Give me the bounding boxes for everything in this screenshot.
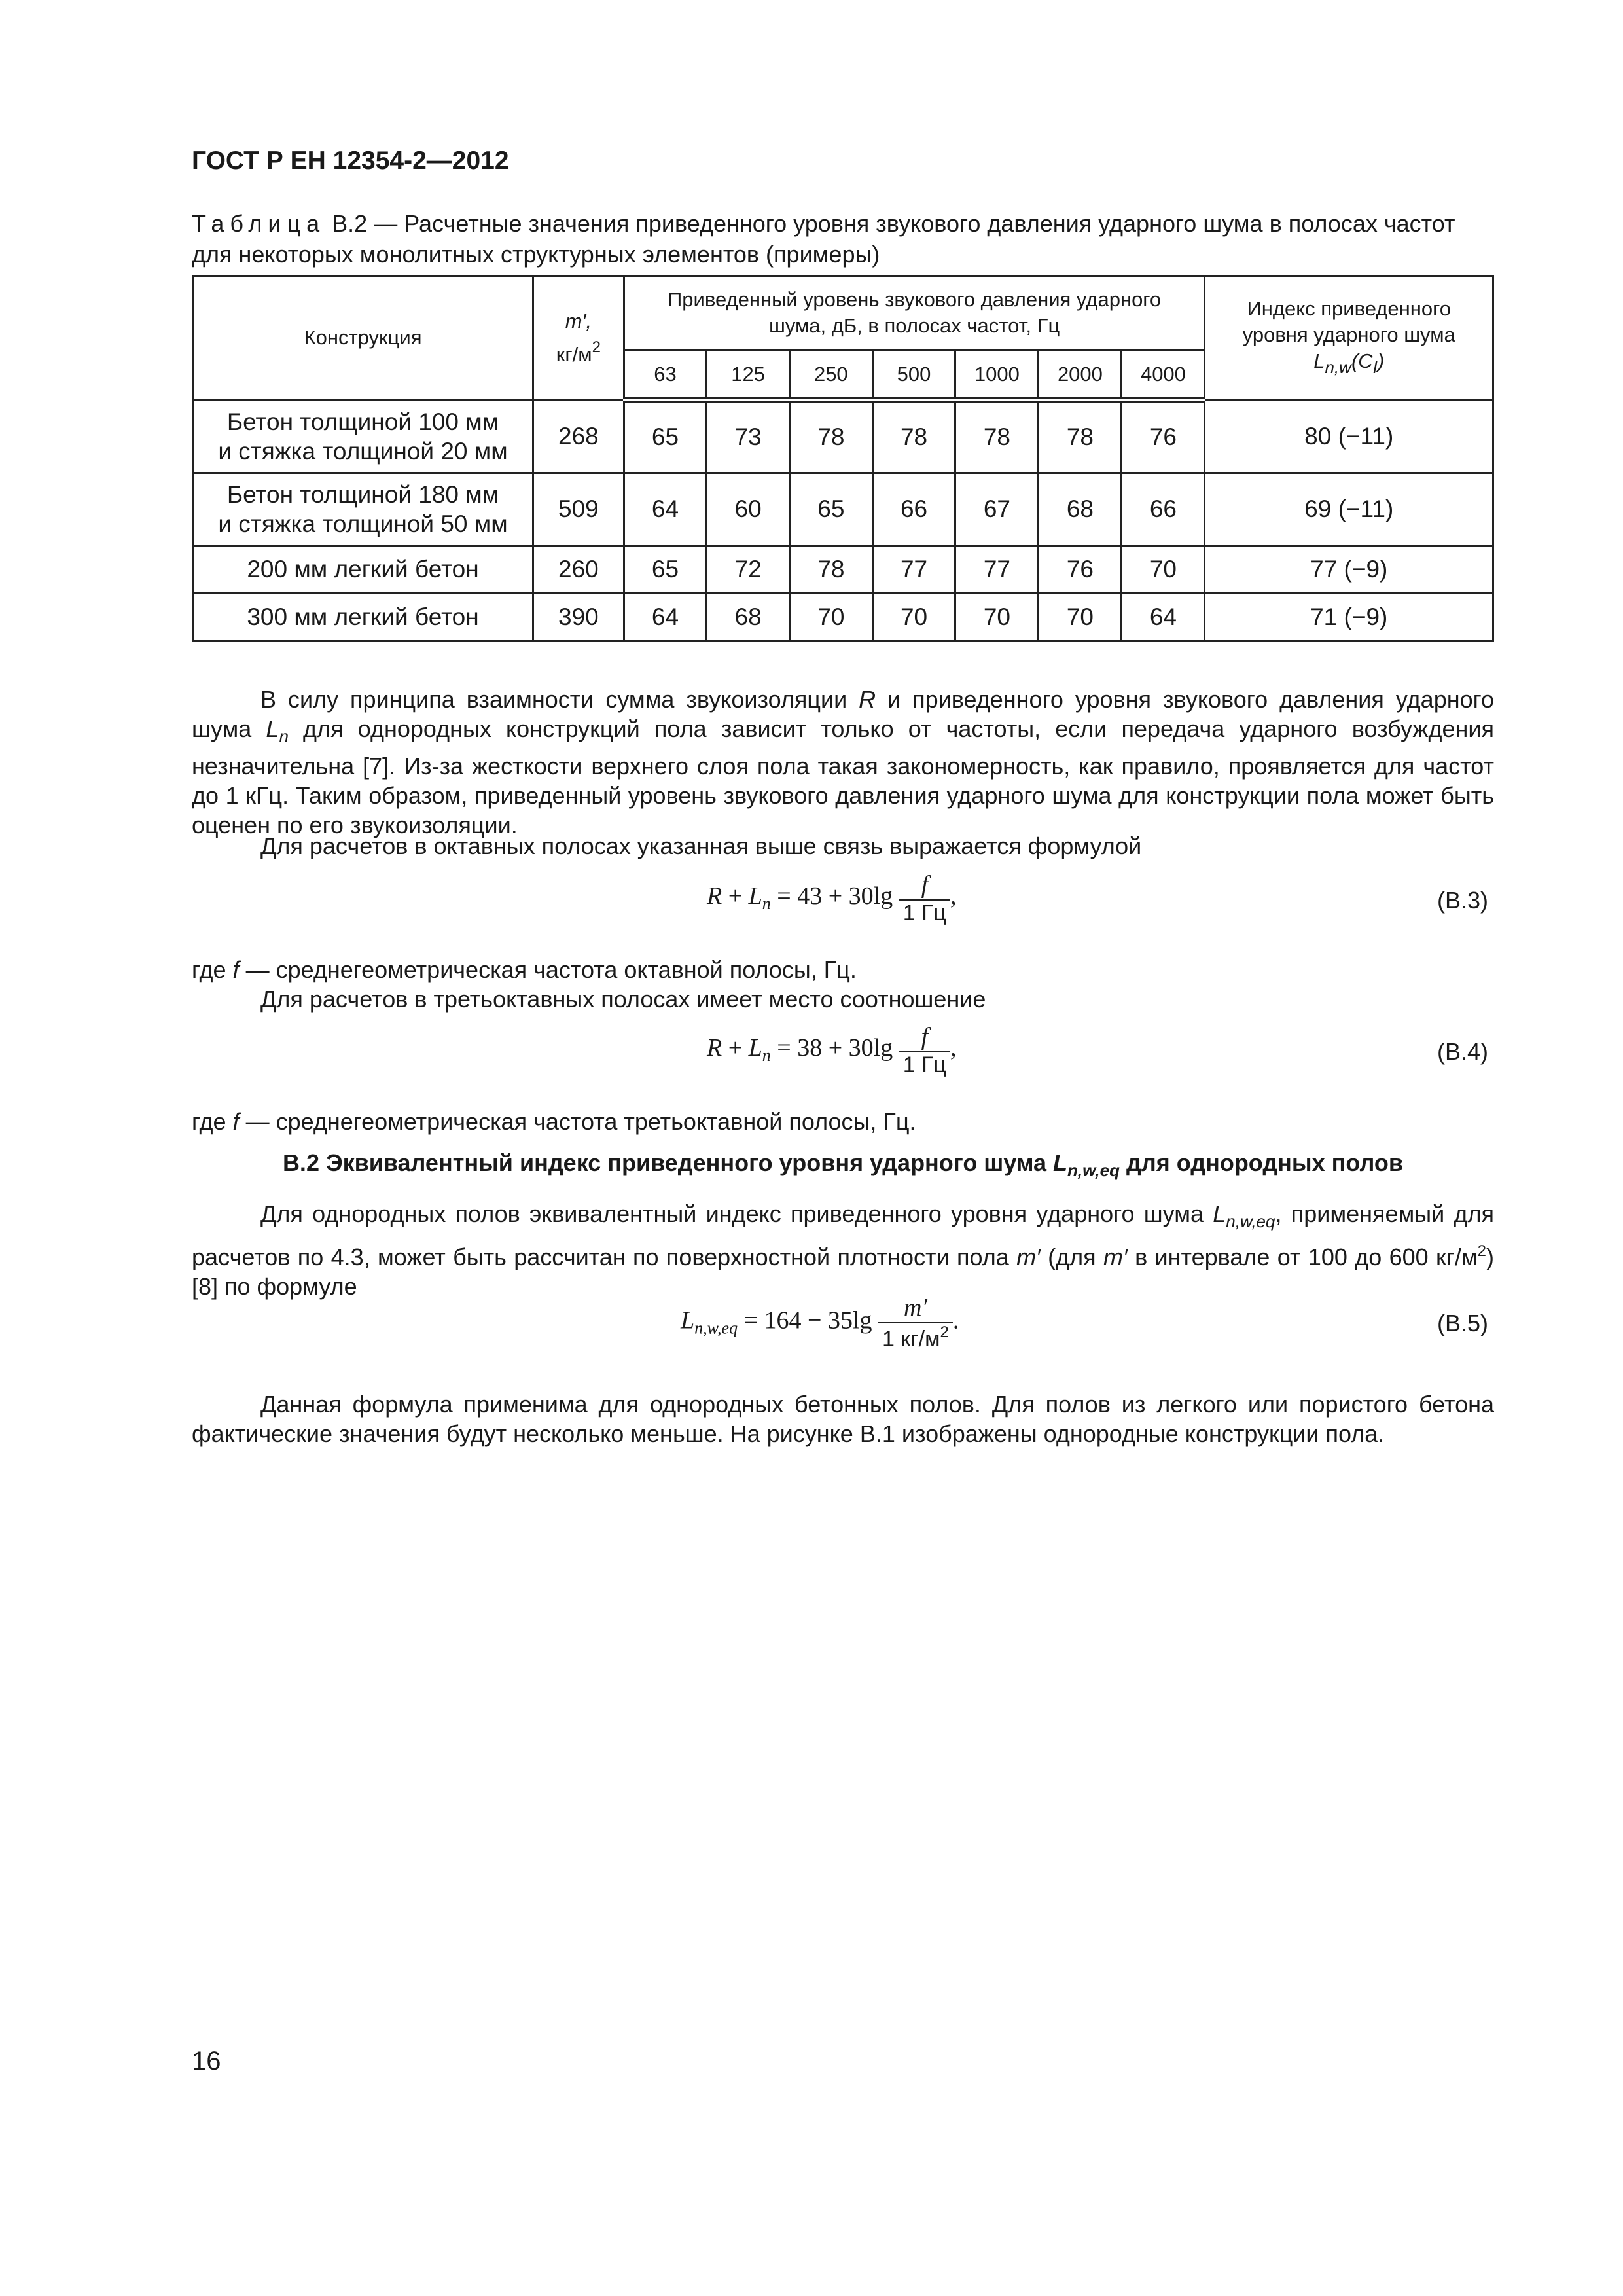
header-mass bbox=[533, 276, 624, 401]
impact-noise-table bbox=[192, 275, 1494, 642]
value-cell: 65 bbox=[624, 545, 707, 593]
index-cell: 77 (−9) bbox=[1205, 545, 1493, 593]
formula-b3: $R + L_n = 43 + 30\lg$ $\frac{f}{1 Гц}$ , bbox=[707, 871, 957, 925]
value-cell: 68 bbox=[707, 593, 790, 641]
formula-b4: $R + L_n = 38 + 30\lg$ $\frac{f}{1 Гц}$ , bbox=[707, 1023, 957, 1077]
construction-cell: 200 мм легкий бетон bbox=[193, 545, 533, 593]
formula-b5-fraction: $\frac{m'}{1 кг/м^2}$ bbox=[878, 1293, 953, 1352]
freq-header: 2000 bbox=[1039, 350, 1122, 401]
value-cell: 78 bbox=[1039, 400, 1122, 473]
value-cell: 78 bbox=[872, 400, 955, 473]
value-cell: 65 bbox=[624, 400, 707, 473]
where-third-octave: где f — среднегеометрическая частота третьоктавной полосы, Гц. bbox=[192, 1108, 916, 1135]
freq-header: 500 bbox=[872, 350, 955, 401]
value-cell: 78 bbox=[789, 400, 872, 473]
header-index-symbol: $L_{n,w}(C_I)$ bbox=[1313, 349, 1385, 377]
table-row bbox=[193, 593, 1493, 641]
construction-cell: Бетон толщиной 100 мм и стяжка толщиной 20 мм bbox=[193, 400, 533, 473]
value-cell: 66 bbox=[1122, 473, 1205, 545]
freq-header: 1000 bbox=[955, 350, 1039, 401]
paragraph-concrete-note: Данная формула применима для однородных бетонных полов. Для полов из легкого или пористого бетона фактические значения будут несколько меньше. На рисунке В.1 изображены однородные конструкции пола. bbox=[192, 1391, 1494, 1447]
table-caption bbox=[192, 208, 1494, 270]
freq-header: 250 bbox=[789, 350, 872, 401]
construction-cell: Бетон толщиной 180 мм и стяжка толщиной 50 мм bbox=[193, 473, 533, 545]
construction-cell: 300 мм легкий бетон bbox=[193, 593, 533, 641]
mass-cell: 509 bbox=[533, 473, 624, 545]
header-levels: Приведенный уровень звукового давления ударного шума, дБ, в полосах частот, Гц bbox=[624, 276, 1205, 350]
paragraph-octave-intro: Для расчетов в октавных полосах указанная выше связь выражается формулой bbox=[260, 833, 1142, 859]
value-cell: 78 bbox=[789, 545, 872, 593]
index-cell: 80 (−11) bbox=[1205, 400, 1493, 473]
mass-cell: 268 bbox=[533, 400, 624, 473]
header-construction: Конструкция bbox=[193, 276, 533, 401]
mass-cell: 260 bbox=[533, 545, 624, 593]
formula-b5: $L_{n,w,eq} = 164 - 35\lg$ $\frac{m'}{1 кг/м^2}$ . bbox=[681, 1294, 959, 1352]
formula-b3-fraction: $\frac{f}{1 Гц}$ bbox=[899, 870, 950, 926]
value-cell: 76 bbox=[1039, 545, 1122, 593]
value-cell: 70 bbox=[872, 593, 955, 641]
value-cell: 76 bbox=[1122, 400, 1205, 473]
formula-b3-label: (В.3) bbox=[1437, 887, 1489, 914]
freq-header: 4000 bbox=[1122, 350, 1205, 401]
value-cell: 64 bbox=[624, 593, 707, 641]
value-cell: 60 bbox=[707, 473, 790, 545]
header-index-label: Индекс приведенного уровня ударного шума bbox=[1242, 296, 1455, 346]
where-octave: где f — среднегеометрическая частота октавной полосы, Гц. bbox=[192, 956, 857, 983]
value-cell: 73 bbox=[707, 400, 790, 473]
header-mass-symbol: m′, bbox=[565, 309, 592, 332]
value-cell: 64 bbox=[624, 473, 707, 545]
value-cell: 70 bbox=[789, 593, 872, 641]
table-row bbox=[193, 400, 1493, 473]
freq-header: 63 bbox=[624, 350, 707, 401]
section-heading-b2: В.2 Эквивалентный индекс приведенного уровня ударного шума $L_{n,w,eq}$ для однородных полов bbox=[282, 1149, 1404, 1180]
paragraph-third-octave-intro: Для расчетов в третьоктавных полосах имеет место соотношение bbox=[260, 986, 986, 1013]
header-mass-unit-sup: 2 bbox=[592, 338, 601, 356]
paragraph-equivalent-index: Для однородных полов эквивалентный индекс приведенного уровня ударного шума $L_{n,w,eq}$, применяемый для расчетов по 4.3, может быть рассчитан по поверхностной плотности пола m′ (для m′ в интервале от 100 до 600 $кг/м^2$) [8] по формуле bbox=[192, 1200, 1494, 1300]
value-cell: 72 bbox=[707, 545, 790, 593]
value-cell: 68 bbox=[1039, 473, 1122, 545]
value-cell: 78 bbox=[955, 400, 1039, 473]
page-number: 16 bbox=[192, 2047, 221, 2075]
formula-b5-label: (В.5) bbox=[1437, 1310, 1489, 1336]
table-row bbox=[193, 473, 1493, 545]
value-cell: 67 bbox=[955, 473, 1039, 545]
index-cell: 69 (−11) bbox=[1205, 473, 1493, 545]
value-cell: 70 bbox=[1122, 545, 1205, 593]
value-cell: 66 bbox=[872, 473, 955, 545]
table-caption-prefix: Таблица bbox=[192, 210, 326, 237]
value-cell: 70 bbox=[1039, 593, 1122, 641]
value-cell: 77 bbox=[872, 545, 955, 593]
table-caption-text: В.2 — Расчетные значения приведенного уровня звукового давления ударного шума в полосах частот для некоторых монолитных структурных элементов (примеры) bbox=[192, 210, 1455, 268]
formula-b4-fraction: $\frac{f}{1 Гц}$ bbox=[899, 1022, 950, 1078]
value-cell: 77 bbox=[955, 545, 1039, 593]
freq-header: 125 bbox=[707, 350, 790, 401]
mass-cell: 390 bbox=[533, 593, 624, 641]
value-cell: 64 bbox=[1122, 593, 1205, 641]
table-row bbox=[193, 545, 1493, 593]
value-cell: 65 bbox=[789, 473, 872, 545]
header-index bbox=[1205, 276, 1493, 401]
document-header: ГОСТ Р ЕН 12354-2—2012 bbox=[192, 147, 509, 175]
paragraph-reciprocity: В силу принципа взаимности сумма звукоизоляции R и приведенного уровня звукового давления ударного шума $L_n$ для однородных конструкций пола зависит только от частоты, если передача ударного возбуждения незначительна [7]. Из-за жесткости верхнего слоя пола такая закономерность, как правило, проявляется для частот до 1 кГц. Таким образом, приведенный уровень звукового давления ударного шума для конструкции пола может быть оценен по его звукоизоляции. bbox=[192, 686, 1494, 838]
index-cell: 71 (−9) bbox=[1205, 593, 1493, 641]
header-mass-unit: кг/м bbox=[556, 342, 592, 366]
formula-b4-label: (В.4) bbox=[1437, 1038, 1489, 1065]
value-cell: 70 bbox=[955, 593, 1039, 641]
